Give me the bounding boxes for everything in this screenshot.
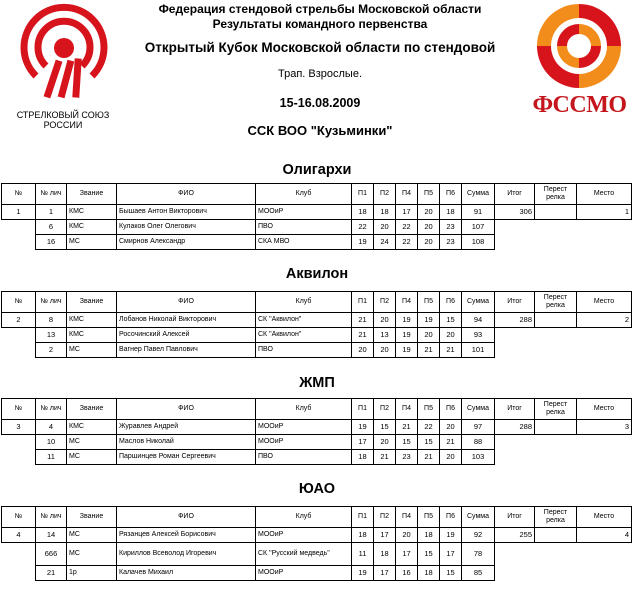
series-score-cell: 15	[440, 313, 462, 328]
column-header: Клуб	[256, 292, 352, 313]
sum-cell: 94	[462, 313, 495, 328]
column-header: П4	[396, 399, 418, 420]
column-header: П5	[418, 507, 440, 528]
table-header-row	[2, 507, 632, 528]
sum-cell: 78	[462, 543, 495, 566]
sum-cell: 91	[462, 205, 495, 220]
series-score-cell: 20	[352, 343, 374, 358]
club-cell: СК "Аквилон"	[256, 313, 352, 328]
table-row	[2, 343, 632, 358]
series-score-cell: 22	[418, 420, 440, 435]
column-header: № лич	[36, 399, 67, 420]
column-header: Место	[577, 399, 632, 420]
table-row	[2, 328, 632, 343]
empty-cell	[2, 343, 36, 358]
name-cell: Маслов Николай	[117, 435, 256, 450]
place-cell: 1	[577, 205, 632, 220]
rank-cell: МС	[67, 543, 117, 566]
series-score-cell: 21	[440, 343, 462, 358]
empty-cell	[535, 435, 577, 450]
series-score-cell: 23	[396, 450, 418, 465]
empty-cell	[535, 235, 577, 250]
column-header: Сумма	[462, 292, 495, 313]
sum-cell: 97	[462, 420, 495, 435]
team-total-cell: 288	[495, 313, 535, 328]
club-cell: МООиР	[256, 420, 352, 435]
series-score-cell: 20	[374, 313, 396, 328]
series-score-cell: 20	[396, 528, 418, 543]
empty-cell	[2, 450, 36, 465]
series-score-cell: 20	[440, 450, 462, 465]
column-header: П1	[352, 399, 374, 420]
empty-cell	[577, 343, 632, 358]
empty-cell	[2, 328, 36, 343]
team-results-table	[1, 506, 632, 581]
empty-cell	[495, 566, 535, 581]
name-cell: Рязанцев Алексей Борисович	[117, 528, 256, 543]
club-cell: ПВО	[256, 220, 352, 235]
results-title: Результаты командного первенства	[212, 17, 428, 31]
series-score-cell: 22	[352, 220, 374, 235]
empty-cell	[2, 435, 36, 450]
column-header: ФИО	[117, 184, 256, 205]
club-cell: МООиР	[256, 205, 352, 220]
column-header: Перест релка	[535, 292, 577, 313]
series-score-cell: 20	[374, 435, 396, 450]
empty-cell	[2, 235, 36, 250]
column-header: Клуб	[256, 184, 352, 205]
series-score-cell: 17	[374, 566, 396, 581]
column-header: №	[2, 399, 36, 420]
column-header: Перест релка	[535, 184, 577, 205]
sum-cell: 88	[462, 435, 495, 450]
table-row	[2, 450, 632, 465]
empty-cell	[577, 235, 632, 250]
series-score-cell: 15	[440, 566, 462, 581]
column-header: ФИО	[117, 507, 256, 528]
empty-cell	[2, 566, 36, 581]
table-row	[2, 543, 632, 566]
personal-number-cell: 13	[36, 328, 67, 343]
series-score-cell: 17	[396, 205, 418, 220]
series-score-cell: 23	[440, 220, 462, 235]
column-header: П2	[374, 292, 396, 313]
rank-cell: МС	[67, 235, 117, 250]
series-score-cell: 21	[418, 343, 440, 358]
series-score-cell: 19	[352, 566, 374, 581]
team-number-cell: 1	[2, 205, 36, 220]
column-header: № лич	[36, 184, 67, 205]
federation-title: Федерация стендовой стрельбы Московской области	[158, 2, 482, 16]
series-score-cell: 11	[352, 543, 374, 566]
target-rings-icon	[527, 0, 632, 95]
shootoff-cell	[535, 420, 577, 435]
series-score-cell: 18	[374, 543, 396, 566]
team-results-table	[1, 398, 632, 465]
team-total-cell: 288	[495, 420, 535, 435]
personal-number-cell: 4	[36, 420, 67, 435]
club-cell: МООиР	[256, 435, 352, 450]
series-score-cell: 15	[418, 435, 440, 450]
team-name: Аквилон	[285, 266, 349, 282]
personal-number-cell: 1	[36, 205, 67, 220]
team-name: Олигархи	[282, 162, 352, 178]
place-cell: 3	[577, 420, 632, 435]
column-header: П1	[352, 184, 374, 205]
series-score-cell: 22	[396, 220, 418, 235]
personal-number-cell: 10	[36, 435, 67, 450]
column-header: ФИО	[117, 399, 256, 420]
sum-cell: 85	[462, 566, 495, 581]
rank-cell: МС	[67, 435, 117, 450]
table-header-row	[2, 184, 632, 205]
column-header: Сумма	[462, 399, 495, 420]
personal-number-cell: 6	[36, 220, 67, 235]
personal-number-cell: 2	[36, 343, 67, 358]
series-score-cell: 20	[374, 220, 396, 235]
empty-cell	[535, 566, 577, 581]
column-header: Звание	[67, 184, 117, 205]
empty-cell	[535, 328, 577, 343]
empty-cell	[577, 543, 632, 566]
club-cell: МООиР	[256, 566, 352, 581]
empty-cell	[2, 543, 36, 566]
series-score-cell: 15	[418, 543, 440, 566]
venue-label: ССК ВОО "Кузьминки"	[247, 123, 393, 138]
empty-cell	[535, 450, 577, 465]
empty-cell	[495, 435, 535, 450]
column-header: П1	[352, 507, 374, 528]
column-header: Место	[577, 184, 632, 205]
rank-cell: КМС	[67, 205, 117, 220]
column-header: Звание	[67, 507, 117, 528]
name-cell: Журавлев Андрей	[117, 420, 256, 435]
rank-cell: МС	[67, 528, 117, 543]
series-score-cell: 20	[418, 205, 440, 220]
series-score-cell: 19	[352, 420, 374, 435]
club-cell: СКА МВО	[256, 235, 352, 250]
club-cell: СК "Аквилон"	[256, 328, 352, 343]
column-header: Клуб	[256, 507, 352, 528]
target-emblem-icon	[14, 2, 114, 102]
shootoff-cell	[535, 205, 577, 220]
series-score-cell: 21	[352, 328, 374, 343]
column-header: Итог	[495, 184, 535, 205]
empty-cell	[495, 235, 535, 250]
column-header: Перест релка	[535, 507, 577, 528]
series-score-cell: 20	[440, 328, 462, 343]
name-cell: Росочинский Алексей	[117, 328, 256, 343]
team-name: ЖМП	[299, 375, 335, 391]
personal-number-cell: 16	[36, 235, 67, 250]
column-header: П6	[440, 507, 462, 528]
empty-cell	[535, 343, 577, 358]
column-header: № лич	[36, 507, 67, 528]
series-score-cell: 15	[396, 435, 418, 450]
empty-cell	[577, 450, 632, 465]
column-header: Звание	[67, 399, 117, 420]
column-header: №	[2, 507, 36, 528]
column-header: П1	[352, 292, 374, 313]
rank-cell: КМС	[67, 420, 117, 435]
series-score-cell: 21	[352, 313, 374, 328]
series-score-cell: 19	[396, 328, 418, 343]
series-score-cell: 23	[440, 235, 462, 250]
club-cell: МООиР	[256, 528, 352, 543]
series-score-cell: 18	[352, 450, 374, 465]
table-header-row	[2, 292, 632, 313]
series-score-cell: 21	[418, 450, 440, 465]
column-header: П2	[374, 399, 396, 420]
column-header: П5	[418, 184, 440, 205]
column-header: Сумма	[462, 184, 495, 205]
team-total-cell: 306	[495, 205, 535, 220]
series-score-cell: 20	[440, 420, 462, 435]
series-score-cell: 22	[396, 235, 418, 250]
column-header: Итог	[495, 292, 535, 313]
fssmo-logo	[527, 0, 632, 125]
team-results-table	[1, 183, 632, 250]
name-cell: Лобанов Николай Викторович	[117, 313, 256, 328]
left-logo-text-2: РОССИИ	[43, 120, 83, 130]
series-score-cell: 17	[374, 528, 396, 543]
name-cell: Паршинцев Роман Сергеевич	[117, 450, 256, 465]
rank-cell: МС	[67, 450, 117, 465]
column-header: П5	[418, 292, 440, 313]
event-dates: 15-16.08.2009	[279, 96, 361, 110]
series-score-cell: 20	[418, 235, 440, 250]
empty-cell	[577, 566, 632, 581]
column-header: Клуб	[256, 399, 352, 420]
column-header: П6	[440, 184, 462, 205]
series-score-cell: 18	[418, 566, 440, 581]
column-header: П4	[396, 507, 418, 528]
rank-cell: КМС	[67, 220, 117, 235]
empty-cell	[495, 450, 535, 465]
series-score-cell: 20	[374, 343, 396, 358]
sum-cell: 103	[462, 450, 495, 465]
rank-cell: 1р	[67, 566, 117, 581]
name-cell: Калачев Михаил	[117, 566, 256, 581]
series-score-cell: 24	[374, 235, 396, 250]
personal-number-cell: 11	[36, 450, 67, 465]
empty-cell	[577, 220, 632, 235]
table-row	[2, 566, 632, 581]
column-header: № лич	[36, 292, 67, 313]
name-cell: Кириллов Всеволод Игоревич	[117, 543, 256, 566]
series-score-cell: 16	[396, 566, 418, 581]
place-cell: 2	[577, 313, 632, 328]
table-row	[2, 313, 632, 328]
empty-cell	[2, 220, 36, 235]
column-header: П2	[374, 507, 396, 528]
sum-cell: 92	[462, 528, 495, 543]
rank-cell: КМС	[67, 328, 117, 343]
report-header	[0, 0, 634, 160]
personal-number-cell: 666	[36, 543, 67, 566]
sum-cell: 108	[462, 235, 495, 250]
column-header: П5	[418, 399, 440, 420]
team-number-cell: 4	[2, 528, 36, 543]
column-header: Место	[577, 292, 632, 313]
series-score-cell: 20	[418, 220, 440, 235]
table-row	[2, 205, 632, 220]
club-cell: ПВО	[256, 450, 352, 465]
empty-cell	[535, 543, 577, 566]
sum-cell: 101	[462, 343, 495, 358]
empty-cell	[577, 328, 632, 343]
table-row	[2, 528, 632, 543]
column-header: Место	[577, 507, 632, 528]
series-score-cell: 19	[352, 235, 374, 250]
series-score-cell: 19	[440, 528, 462, 543]
series-score-cell: 18	[374, 205, 396, 220]
team-name: ЮАО	[298, 481, 336, 497]
personal-number-cell: 8	[36, 313, 67, 328]
sum-cell: 107	[462, 220, 495, 235]
series-score-cell: 17	[396, 543, 418, 566]
series-score-cell: 17	[440, 543, 462, 566]
empty-cell	[495, 220, 535, 235]
name-cell: Смирнов Александр	[117, 235, 256, 250]
name-cell: Вагнер Павел Павлович	[117, 343, 256, 358]
empty-cell	[495, 543, 535, 566]
series-score-cell: 21	[440, 435, 462, 450]
left-logo-text-1: СТРЕЛКОВЫЙ СОЮЗ	[16, 110, 110, 120]
personal-number-cell: 21	[36, 566, 67, 581]
column-header: П6	[440, 399, 462, 420]
series-score-cell: 15	[374, 420, 396, 435]
column-header: П4	[396, 184, 418, 205]
column-header: Сумма	[462, 507, 495, 528]
series-score-cell: 18	[352, 205, 374, 220]
place-cell: 4	[577, 528, 632, 543]
series-score-cell: 19	[396, 343, 418, 358]
rank-cell: КМС	[67, 313, 117, 328]
empty-cell	[535, 220, 577, 235]
fssmo-logo-text: ФССМО	[532, 92, 627, 118]
empty-cell	[495, 328, 535, 343]
shootoff-cell	[535, 313, 577, 328]
name-cell: Бышаев Антон Викторович	[117, 205, 256, 220]
empty-cell	[577, 435, 632, 450]
club-cell: СК "Русский медведь"	[256, 543, 352, 566]
team-number-cell: 3	[2, 420, 36, 435]
column-header: №	[2, 184, 36, 205]
sum-cell: 93	[462, 328, 495, 343]
series-score-cell: 18	[418, 528, 440, 543]
series-score-cell: 18	[352, 528, 374, 543]
series-score-cell: 19	[396, 313, 418, 328]
table-row	[2, 235, 632, 250]
column-header: П2	[374, 184, 396, 205]
column-header: №	[2, 292, 36, 313]
shooting-union-logo	[4, 2, 122, 142]
team-results-table	[1, 291, 632, 358]
series-score-cell: 19	[418, 313, 440, 328]
name-cell: Кулаков Олег Олегович	[117, 220, 256, 235]
column-header: Перест релка	[535, 399, 577, 420]
discipline-label: Трап. Взрослые.	[277, 68, 363, 80]
table-header-row	[2, 399, 632, 420]
team-number-cell: 2	[2, 313, 36, 328]
club-cell: ПВО	[256, 343, 352, 358]
cup-title: Открытый Кубок Московской области по стендовой	[144, 40, 496, 55]
series-score-cell: 20	[418, 328, 440, 343]
personal-number-cell: 14	[36, 528, 67, 543]
column-header: Итог	[495, 399, 535, 420]
column-header: Звание	[67, 292, 117, 313]
column-header: П6	[440, 292, 462, 313]
series-score-cell: 21	[374, 450, 396, 465]
series-score-cell: 17	[352, 435, 374, 450]
table-row	[2, 435, 632, 450]
column-header: П4	[396, 292, 418, 313]
table-row	[2, 220, 632, 235]
series-score-cell: 13	[374, 328, 396, 343]
table-row	[2, 420, 632, 435]
empty-cell	[495, 343, 535, 358]
rank-cell: МС	[67, 343, 117, 358]
team-total-cell: 255	[495, 528, 535, 543]
column-header: ФИО	[117, 292, 256, 313]
column-header: Итог	[495, 507, 535, 528]
shootoff-cell	[535, 528, 577, 543]
series-score-cell: 18	[440, 205, 462, 220]
series-score-cell: 21	[396, 420, 418, 435]
